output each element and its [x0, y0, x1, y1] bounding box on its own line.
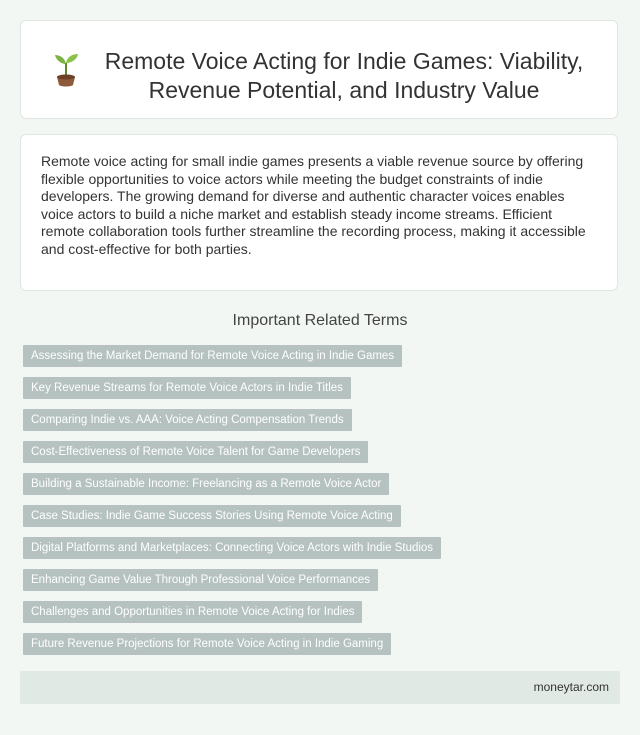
footer — [20, 671, 620, 704]
list-item — [23, 473, 441, 495]
related-terms-heading: Important Related Terms — [232, 312, 408, 329]
term-tag[interactable]: Assessing the Market Demand for Remote Voice Acting in Indie Games — [23, 345, 402, 367]
related-terms-list — [23, 345, 441, 665]
term-tag[interactable]: Case Studies: Indie Game Success Stories Using Remote Voice Acting — [23, 505, 401, 527]
term-tag[interactable]: Cost-Effectiveness of Remote Voice Talent for Game Developers — [23, 441, 368, 463]
page-title: Remote Voice Acting for Indie Games: Viability, Revenue Potential, and Industry Value — [104, 48, 584, 103]
list-item — [23, 505, 441, 527]
footer-site-link[interactable]: moneytar.com — [533, 680, 609, 694]
list-item — [23, 569, 441, 591]
list-item — [23, 409, 441, 431]
list-item — [23, 441, 441, 463]
term-tag[interactable]: Digital Platforms and Marketplaces: Connecting Voice Actors with Indie Studios — [23, 537, 441, 559]
list-item — [23, 345, 441, 367]
term-tag[interactable]: Challenges and Opportunities in Remote Voice Acting for Indies — [23, 601, 362, 623]
term-tag[interactable]: Building a Sustainable Income: Freelancing as a Remote Voice Actor — [23, 473, 389, 495]
term-tag[interactable]: Future Revenue Projections for Remote Voice Acting in Indie Gaming — [23, 633, 391, 655]
summary-card — [20, 134, 618, 291]
summary-text: Remote voice acting for small indie games presents a viable revenue source by offering flexible opportunities to voice actors while meeting the budget constraints of indie developers. The growing demand for diverse and authentic character voices enables voice actors to build a niche market and establish steady income streams. Efficient remote collaboration tools further streamline the recording process, making it accessible and cost-effective for both parties. — [41, 153, 586, 257]
seedling-icon — [51, 47, 81, 91]
title-card — [20, 20, 618, 119]
list-item — [23, 537, 441, 559]
term-tag[interactable]: Enhancing Game Value Through Professional Voice Performances — [23, 569, 378, 591]
list-item — [23, 377, 441, 399]
list-item — [23, 633, 441, 655]
list-item — [23, 601, 441, 623]
term-tag[interactable]: Comparing Indie vs. AAA: Voice Acting Compensation Trends — [23, 409, 352, 431]
term-tag[interactable]: Key Revenue Streams for Remote Voice Actors in Indie Titles — [23, 377, 351, 399]
